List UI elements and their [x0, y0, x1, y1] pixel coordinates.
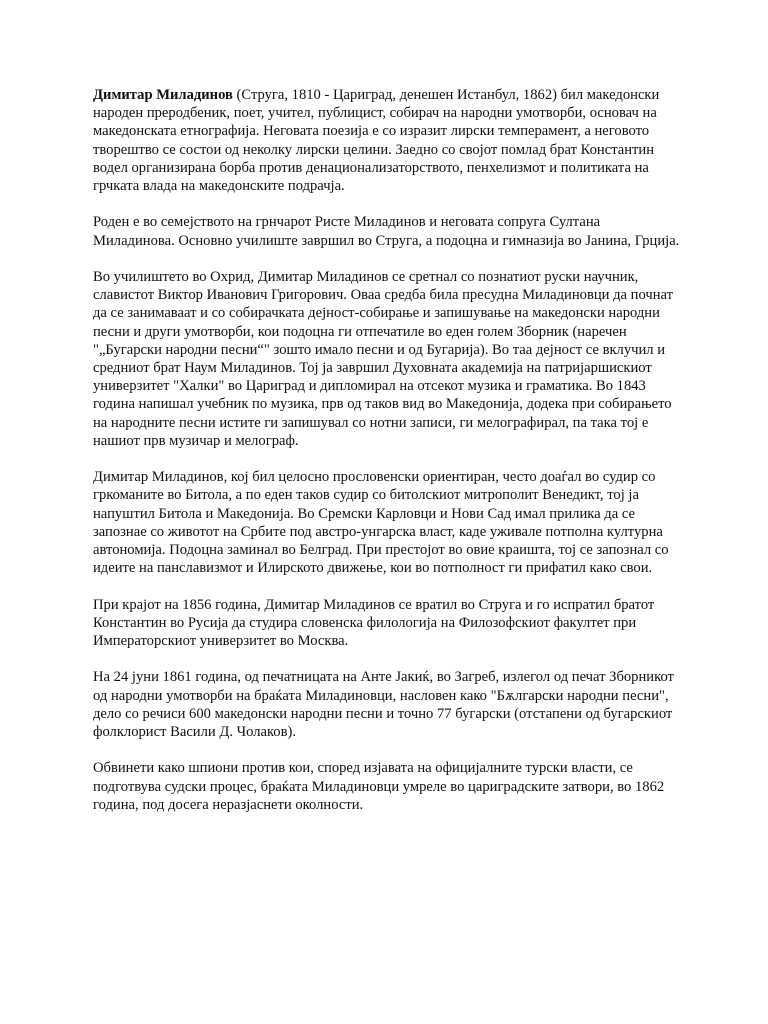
paragraph-birth: [93, 213, 683, 249]
paragraph-text: Роден е во семејството на грнчарот Ристе Миладинов и неговата сопруга Султана Миладинова. Основно училиште завршил во Струга, а подоцна и гимназија во Јанина, Грција.: [93, 214, 680, 249]
paragraph-ohrid-school: [93, 268, 683, 450]
paragraph-text: На 24 јуни 1861 година, од печатницата на Анте Јакиќ, во Загреб, излегол од печат Зборникот од народни умотворби на браќата Миладиновци, насловен како "Бѫлгарски народни песни", дело со речиси 600 македонски народни песни и точно 77 бугарски (отстапени од бугарскиот фолклорист Васили Д. Чолаков).: [93, 669, 674, 741]
paragraph-text: Димитар Миладинов, кој бил целосно прословенски ориентиран, често доаѓал во судир со гркоманите во Битола, а по еден таков судир со битолскиот митрополит Венедикт, тој ја напуштил Битола и Македонија. Во Сремски Карловци и Нови Сад имал прилика да се запознае со животот на Србите под австро-унгарска власт, каде уживале потполна културна автономија. Подоцна заминал во Белград. При престојот во овие краишта, тој се запознал со идеите на панславизмот и Илирското движење, кои во потполност ги прифатил како свои.: [93, 469, 669, 577]
subject-name: Димитар Миладинов: [93, 87, 233, 103]
paragraph-death: [93, 759, 683, 814]
paragraph-collection: [93, 668, 683, 741]
paragraph-text: (Струга, 1810 - Цариград, денешен Истанбул, 1862) бил македонски народен преродбеник, поет, учител, публицист, собирач на народни умотворби, основач на македонската етнографија. Неговата поезија е со изразит лирски темперамент, а неговото творештво се состои од неколку лирски целини. Заедно со својот помлад брат Константин водел организирана борба против денационализаторството, пенхелизмот и политиката на грчката влада на македонските подрачја.: [93, 87, 660, 195]
paragraph-return: [93, 596, 683, 651]
paragraph-text: Во училиштето во Охрид, Димитар Миладинов се сретнал со познатиот руски научник, славистот Виктор Иванович Григорович. Оваа средба била пресудна Миладиновци да почнат да се занимаваат и со собирачката дејност-собирање и запишување на македонски народни песни и други умотворби, кои подоцна ги отпечатиле во еден голем Зборник (наречен "„Бугарски народни песни“" зошто имало песни и од Бугарија). Во таа дејност се вклучил и средниот брат Наум Миладинов. Тој ја завршил Духовната академија на патријаршискиот универзитет "Халки" во Цариград и дипломирал на отсекот музика и граматика. Во 1843 година напишал учебник по музика, прв од таков вид во Македонија, додека при собирањето на народните песни истите ги запишувал со нотни записи, ги мелографирал, па така тој е нашиот прв музичар и мелограф.: [93, 269, 674, 449]
paragraph-travels: [93, 468, 683, 577]
paragraph-intro: [93, 86, 683, 195]
paragraph-text: Обвинети како шпиони против кои, според изјавата на официјалните турски власти, се подготвува судски процес, браќата Миладиновци умреле во цариградските затвори, во 1862 година, под досега неразјаснети околности.: [93, 760, 665, 813]
paragraph-text: При крајот на 1856 година, Димитар Миладинов се вратил во Струга и го испратил братот Константин во Русија да студира словенска филологија на Филозофскиот факултет при Императорскиот универзитет во Москва.: [93, 596, 655, 650]
document-body: [93, 86, 683, 832]
